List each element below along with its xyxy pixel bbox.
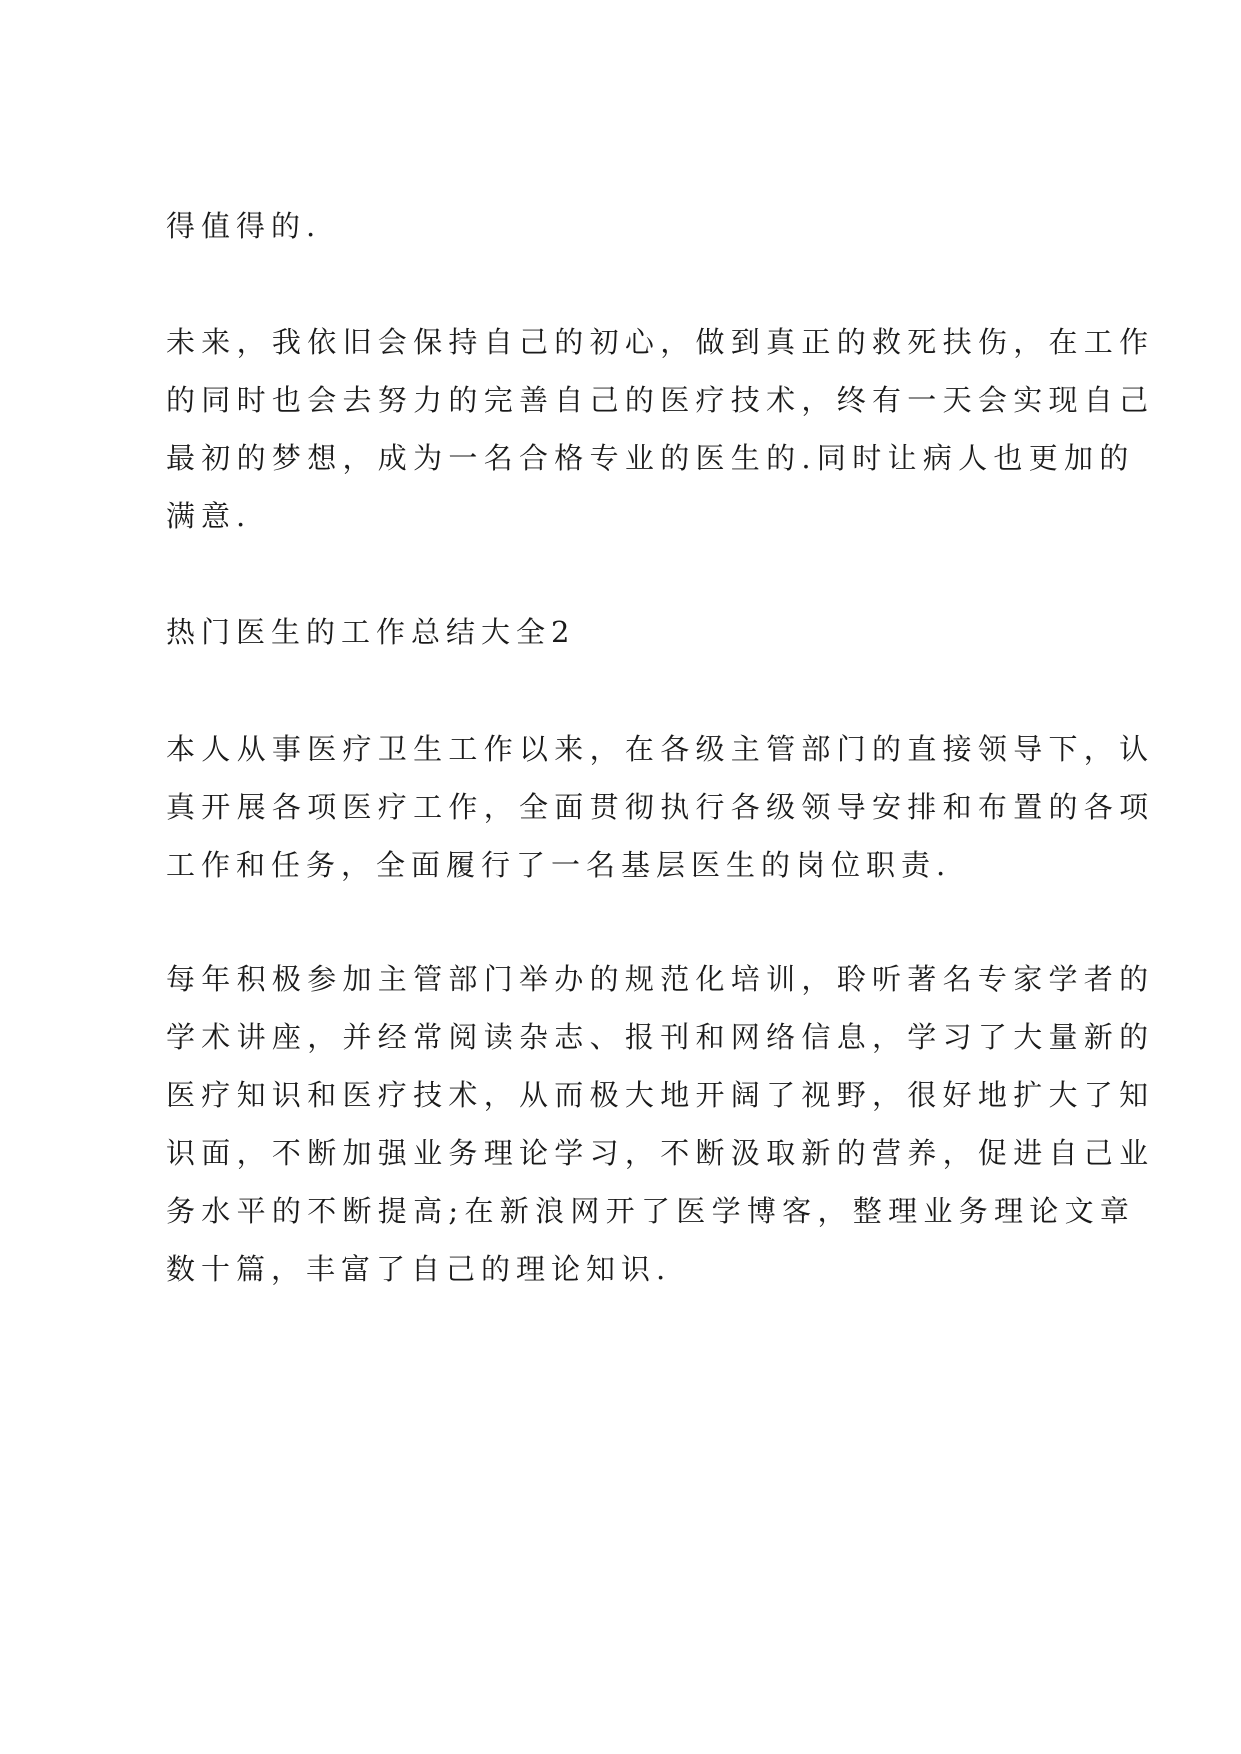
paragraph-ending bbox=[166, 197, 1096, 255]
heading-text: 热门医生的工作总结大全2 bbox=[166, 615, 576, 649]
paragraph-training bbox=[166, 950, 1155, 1298]
text-line: 得值得的. bbox=[166, 209, 322, 243]
section-heading bbox=[166, 603, 1096, 661]
paragraph-future bbox=[166, 313, 1155, 545]
text-line: 识面，不断加强业务理论学习，不断汲取新的营养，促进自己业 bbox=[166, 1136, 1155, 1170]
text-line: 学术讲座，并经常阅读杂志、报刊和网络信息，学习了大量新的 bbox=[166, 1020, 1155, 1054]
paragraph-duties bbox=[166, 720, 1155, 894]
text-line: 医疗知识和医疗技术，从而极大地开阔了视野，很好地扩大了知 bbox=[166, 1078, 1155, 1112]
text-line: 数十篇，丰富了自己的理论知识. bbox=[166, 1252, 672, 1286]
text-line: 真开展各项医疗工作，全面贯彻执行各级领导安排和布置的各项 bbox=[166, 790, 1155, 824]
text-line: 的同时也会去努力的完善自己的医疗技术，终有一天会实现自己 bbox=[166, 383, 1155, 417]
text-line: 未来，我依旧会保持自己的初心，做到真正的救死扶伤，在工作 bbox=[166, 325, 1155, 359]
text-line: 本人从事医疗卫生工作以来，在各级主管部门的直接领导下，认 bbox=[166, 732, 1155, 766]
text-line: 每年积极参加主管部门举办的规范化培训，聆听著名专家学者的 bbox=[166, 962, 1155, 996]
text-line: 满意. bbox=[166, 499, 252, 533]
text-line: 务水平的不断提高;在新浪网开了医学博客，整理业务理论文章 bbox=[166, 1194, 1136, 1228]
text-line: 工作和任务，全面履行了一名基层医生的岗位职责. bbox=[166, 848, 952, 882]
text-line: 最初的梦想，成为一名合格专业的医生的.同时让病人也更加的 bbox=[166, 441, 1135, 475]
